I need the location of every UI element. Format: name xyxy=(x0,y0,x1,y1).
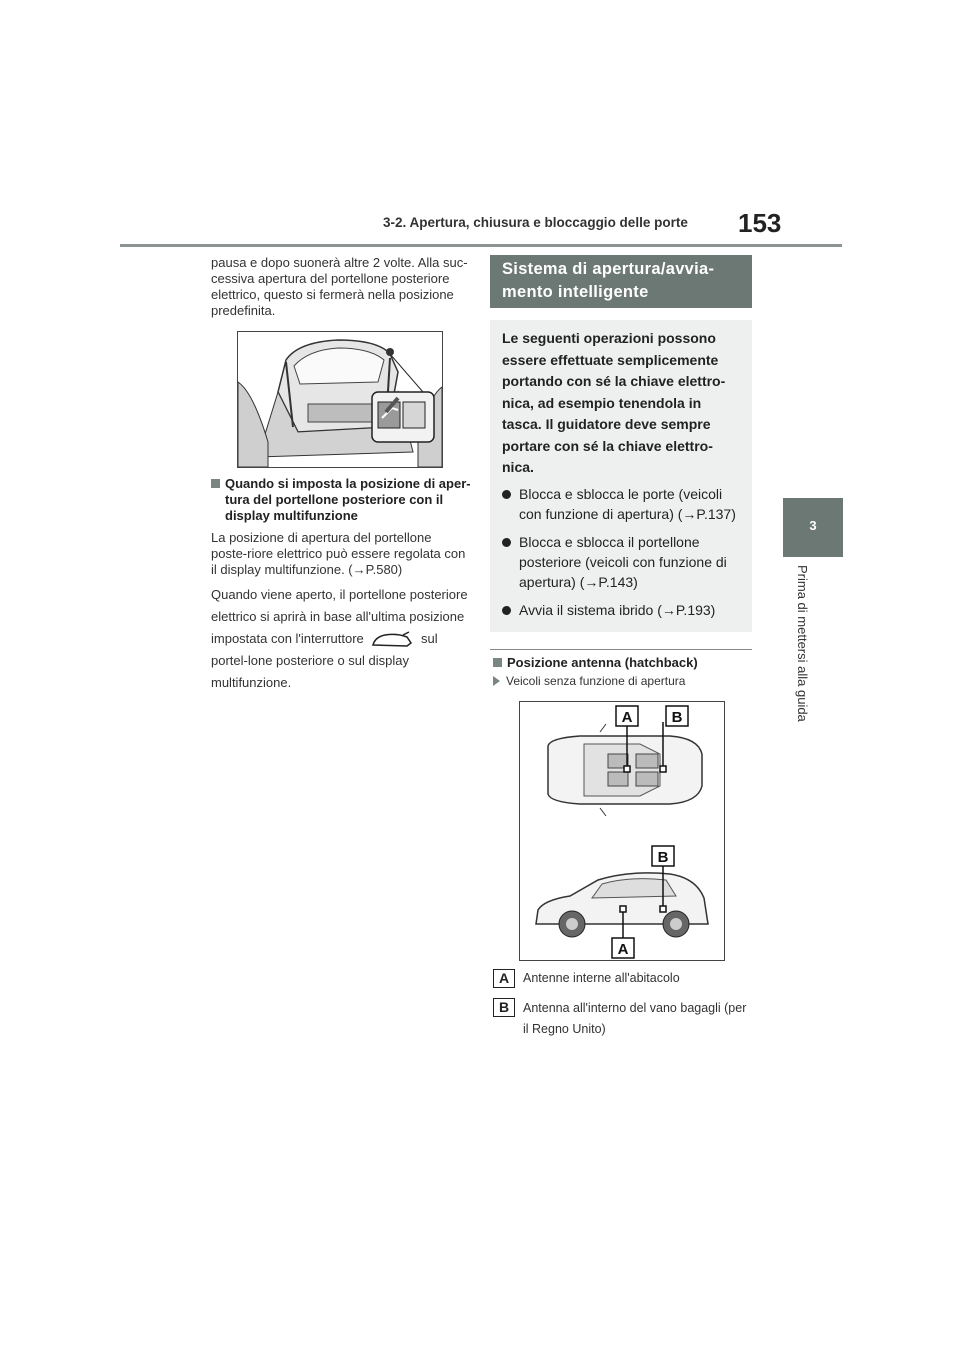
square-bullet-icon xyxy=(211,479,220,488)
label-a-side: A xyxy=(617,941,629,958)
legend-item-a xyxy=(493,969,753,988)
tailgate-drawing xyxy=(238,332,442,467)
header-rule xyxy=(120,244,842,247)
bullet-dot-icon xyxy=(502,490,511,499)
chapter-title: Prima di mettersi alla guida xyxy=(795,565,810,722)
antenna-subheading xyxy=(493,674,685,688)
label-a-top: A xyxy=(621,709,633,726)
bullet-item xyxy=(502,484,740,524)
antenna-heading-text: Posizione antenna (hatchback) xyxy=(507,655,698,670)
bullet-dot-icon xyxy=(502,606,511,615)
antenna-subheading-text: Veicoli senza funzione di apertura xyxy=(506,674,686,688)
subheading-text: Quando si imposta la posizione di aper-tura del portellone posteriore con il display multifunzione xyxy=(225,476,471,523)
page-number: 153 xyxy=(738,208,782,238)
legend-key-b: B xyxy=(493,998,515,1017)
left-column-lower xyxy=(211,476,471,700)
paragraph-1: La posizione di apertura del portellone poste-riore elettrico può essere regolata con il display multifunzione. (→P.580) xyxy=(211,530,466,577)
bullet-text: Avvia il sistema ibrido (→P.193) xyxy=(519,601,716,618)
legend-text-a: Antenne interne all'abitacolo xyxy=(523,971,680,985)
triangle-bullet-icon xyxy=(493,676,500,686)
paragraph-2-start: Quando viene aperto, il portellone posteriore elettrico si aprirà in base all'ultima posizione impostata con l'interruttore xyxy=(211,587,468,646)
bullet-dot-icon xyxy=(502,538,511,547)
legend-text-b: Antenna all'interno del vano bagagli (per il Regno Unito) xyxy=(523,1001,747,1036)
chapter-tab: 3 xyxy=(783,498,843,557)
left-column-intro xyxy=(211,255,471,325)
section-title: 3-2. Apertura, chiusura e bloccaggio delle porte xyxy=(383,215,688,230)
bullet-item xyxy=(502,532,740,592)
legend-key-a: A xyxy=(493,969,515,988)
legend-item-b xyxy=(493,998,753,1040)
intro-paragraph: pausa e dopo suonerà altre 2 volte. Alla suc-cessiva apertura del portellone posteriore elettrico, questo si fermerà nella posizione predefinita. xyxy=(211,255,468,318)
section-divider xyxy=(490,649,752,650)
antenna-heading xyxy=(493,655,753,671)
smart-entry-title: Sistema di apertura/avvia-mento intelligente xyxy=(490,255,752,308)
tailgate-switch-icon xyxy=(371,631,413,649)
bullet-item xyxy=(502,600,740,620)
square-bullet-icon xyxy=(493,658,502,667)
label-b-top: B xyxy=(671,709,683,726)
bullet-text: Blocca e sblocca il portellone posteriore (veicoli con funzione di apertura) (→P.143) xyxy=(519,533,727,590)
antenna-position-figure xyxy=(519,701,725,961)
subheading-multifunction xyxy=(211,476,471,524)
paragraph-2-end: sul portel-lone posteriore o sul display multifunzione. xyxy=(211,631,438,690)
smart-entry-lead: Le seguenti operazioni possono essere effettuate semplicemente portando con sé la chiave elettro-nica, ad esempio tenendola in tasca. Il guidatore deve sempre portare con sé la chiave elettro-nica. xyxy=(502,330,726,475)
car-diagram xyxy=(520,702,724,960)
bullet-text: Blocca e sblocca le porte (veicoli con funzione di apertura) (→P.137) xyxy=(519,485,736,522)
tailgate-illustration xyxy=(237,331,443,468)
label-b-side: B xyxy=(657,849,669,866)
paragraph-2 xyxy=(211,584,471,694)
smart-entry-body xyxy=(490,320,752,632)
